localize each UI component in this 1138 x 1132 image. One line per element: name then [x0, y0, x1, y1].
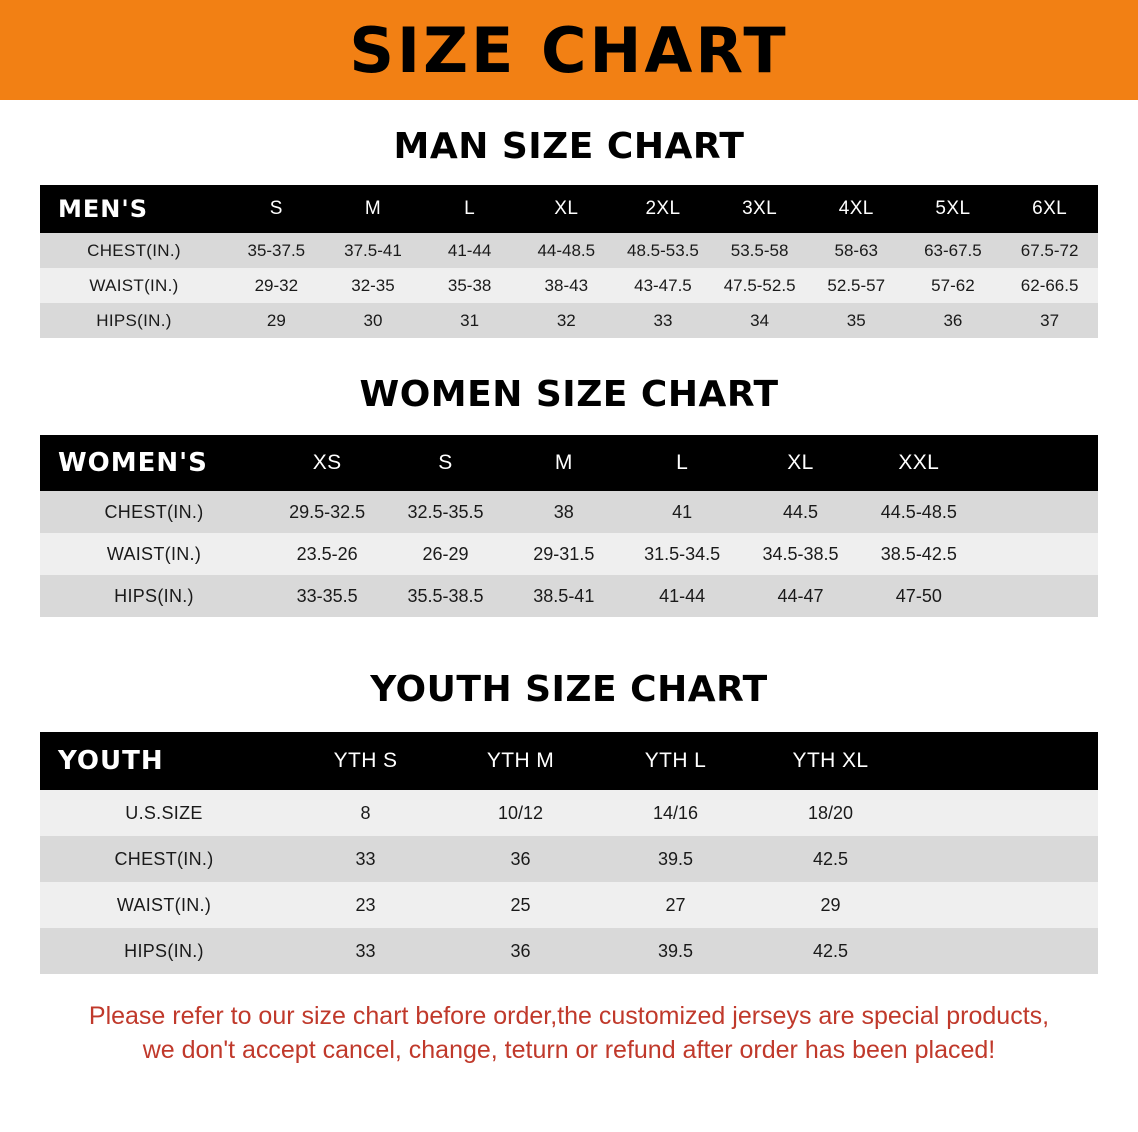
men-header-size: XL: [554, 198, 579, 219]
men-cell: 62-66.5: [1001, 268, 1098, 303]
table-row: [40, 233, 1098, 268]
table-row: [40, 303, 1098, 338]
youth-cell: 10/12: [443, 790, 598, 836]
youth-cell: 39.5: [598, 836, 753, 882]
youth-cell-spacer: [908, 790, 1098, 836]
youth-cell: 39.5: [598, 928, 753, 974]
men-table-body: [40, 233, 1098, 338]
women-table-head: [40, 435, 1098, 491]
men-cell: 43-47.5: [615, 268, 712, 303]
return-policy-note: [34, 1000, 1104, 1068]
youth-cell: 42.5: [753, 928, 908, 974]
youth-cell: 18/20: [753, 790, 908, 836]
youth-header-size: YTH L: [644, 749, 707, 772]
women-header-size: XS: [312, 451, 342, 474]
youth-header-spacer: [908, 732, 1098, 790]
men-cell: 35-37.5: [228, 233, 325, 268]
youth-size-table: [40, 732, 1098, 974]
men-header-size: 4XL: [838, 198, 874, 219]
women-table-wrap: [40, 435, 1098, 617]
women-header-size: XXL: [898, 451, 940, 474]
women-cell: 23.5-26: [268, 533, 386, 575]
note-line-2: we don't accept cancel, change, teturn or refund after order has been placed!: [142, 1035, 996, 1064]
youth-row-label: WAIST(IN.): [40, 882, 288, 928]
youth-cell: 33: [288, 928, 443, 974]
women-header-label: WOMEN'S: [58, 448, 208, 478]
youth-cell: 33: [288, 836, 443, 882]
men-row-label: CHEST(IN.): [40, 233, 228, 268]
youth-cell: 8: [288, 790, 443, 836]
women-cell: 41: [623, 491, 741, 533]
table-header-row: [40, 185, 1098, 233]
women-cell: 47-50: [860, 575, 978, 617]
youth-cell: 25: [443, 882, 598, 928]
men-cell: 35-38: [421, 268, 518, 303]
women-header-size: S: [438, 451, 453, 474]
table-header-row: [40, 732, 1098, 790]
youth-row-label: CHEST(IN.): [40, 836, 288, 882]
men-cell: 32: [518, 303, 615, 338]
table-row: [40, 928, 1098, 974]
men-cell: 32-35: [325, 268, 422, 303]
men-cell: 35: [808, 303, 905, 338]
women-header-size: XL: [787, 451, 814, 474]
women-size-table: [40, 435, 1098, 617]
table-row: [40, 836, 1098, 882]
men-header-size: 6XL: [1032, 198, 1068, 219]
note-line-1: Please refer to our size chart before order,the customized jerseys are special products,: [88, 1002, 1050, 1030]
women-cell-spacer: [978, 575, 1098, 617]
women-header-size: L: [676, 451, 689, 474]
men-cell: 37.5-41: [325, 233, 422, 268]
youth-row-label: HIPS(IN.): [40, 928, 288, 974]
men-row-label: WAIST(IN.): [40, 268, 228, 303]
women-cell: 33-35.5: [268, 575, 386, 617]
men-cell: 52.5-57: [808, 268, 905, 303]
women-cell: 29-31.5: [505, 533, 623, 575]
men-cell: 63-67.5: [905, 233, 1002, 268]
women-cell: 32.5-35.5: [386, 491, 504, 533]
youth-cell-spacer: [908, 928, 1098, 974]
women-row-label: HIPS(IN.): [40, 575, 268, 617]
table-row: [40, 790, 1098, 836]
women-cell: 44.5-48.5: [860, 491, 978, 533]
women-row-label: CHEST(IN.): [40, 491, 268, 533]
men-cell: 34: [711, 303, 808, 338]
youth-cell-spacer: [908, 836, 1098, 882]
banner: [0, 0, 1138, 100]
youth-cell: 23: [288, 882, 443, 928]
women-table-body: [40, 491, 1098, 617]
women-cell: 34.5-38.5: [741, 533, 859, 575]
table-header-row: [40, 435, 1098, 491]
youth-table-head: [40, 732, 1098, 790]
women-cell: 29.5-32.5: [268, 491, 386, 533]
youth-header-size: YTH M: [486, 749, 555, 772]
youth-row-label: U.S.SIZE: [40, 790, 288, 836]
youth-section-heading: YOUTH SIZE CHART: [370, 669, 768, 710]
men-cell: 29: [228, 303, 325, 338]
youth-header-label: YOUTH: [58, 746, 164, 776]
table-row: [40, 268, 1098, 303]
women-cell-spacer: [978, 533, 1098, 575]
youth-cell-spacer: [908, 882, 1098, 928]
men-cell: 41-44: [421, 233, 518, 268]
men-header-size: M: [364, 198, 382, 219]
women-cell: 38.5-41: [505, 575, 623, 617]
men-cell: 53.5-58: [711, 233, 808, 268]
men-cell: 57-62: [905, 268, 1002, 303]
men-cell: 37: [1001, 303, 1098, 338]
youth-cell: 36: [443, 836, 598, 882]
men-table-head: [40, 185, 1098, 233]
men-cell: 36: [905, 303, 1002, 338]
men-cell: 30: [325, 303, 422, 338]
table-row: [40, 882, 1098, 928]
youth-cell: 27: [598, 882, 753, 928]
men-cell: 67.5-72: [1001, 233, 1098, 268]
women-header-size: M: [554, 451, 573, 474]
women-header-spacer: [978, 435, 1098, 491]
women-cell: 41-44: [623, 575, 741, 617]
youth-header-size: YTH S: [333, 749, 398, 772]
youth-cell: 29: [753, 882, 908, 928]
youth-table-body: [40, 790, 1098, 974]
women-cell: 35.5-38.5: [386, 575, 504, 617]
men-header-size: S: [269, 198, 283, 219]
table-row: [40, 575, 1098, 617]
men-cell: 47.5-52.5: [711, 268, 808, 303]
men-header-size: 3XL: [742, 198, 778, 219]
women-cell-spacer: [978, 491, 1098, 533]
men-cell: 38-43: [518, 268, 615, 303]
women-row-label: WAIST(IN.): [40, 533, 268, 575]
men-header-size: L: [464, 198, 476, 219]
table-row: [40, 533, 1098, 575]
women-cell: 31.5-34.5: [623, 533, 741, 575]
women-cell: 26-29: [386, 533, 504, 575]
women-section-heading: WOMEN SIZE CHART: [359, 374, 779, 415]
men-header-size: 5XL: [935, 198, 971, 219]
men-size-table: [40, 185, 1098, 338]
men-cell: 29-32: [228, 268, 325, 303]
table-row: [40, 491, 1098, 533]
men-cell: 33: [615, 303, 712, 338]
men-cell: 58-63: [808, 233, 905, 268]
man-section-heading: MAN SIZE CHART: [393, 126, 745, 167]
men-row-label: HIPS(IN.): [40, 303, 228, 338]
men-cell: 44-48.5: [518, 233, 615, 268]
men-header-label: MEN'S: [58, 195, 148, 223]
women-cell: 44-47: [741, 575, 859, 617]
youth-cell: 42.5: [753, 836, 908, 882]
men-cell: 31: [421, 303, 518, 338]
youth-table-wrap: [40, 732, 1098, 974]
youth-cell: 14/16: [598, 790, 753, 836]
men-header-size: 2XL: [645, 198, 681, 219]
men-cell: 48.5-53.5: [615, 233, 712, 268]
youth-cell: 36: [443, 928, 598, 974]
women-cell: 38: [505, 491, 623, 533]
youth-header-size: YTH XL: [792, 749, 869, 772]
banner-title: SIZE CHART: [349, 14, 789, 87]
women-cell: 44.5: [741, 491, 859, 533]
man-table-wrap: [40, 185, 1098, 338]
women-cell: 38.5-42.5: [860, 533, 978, 575]
